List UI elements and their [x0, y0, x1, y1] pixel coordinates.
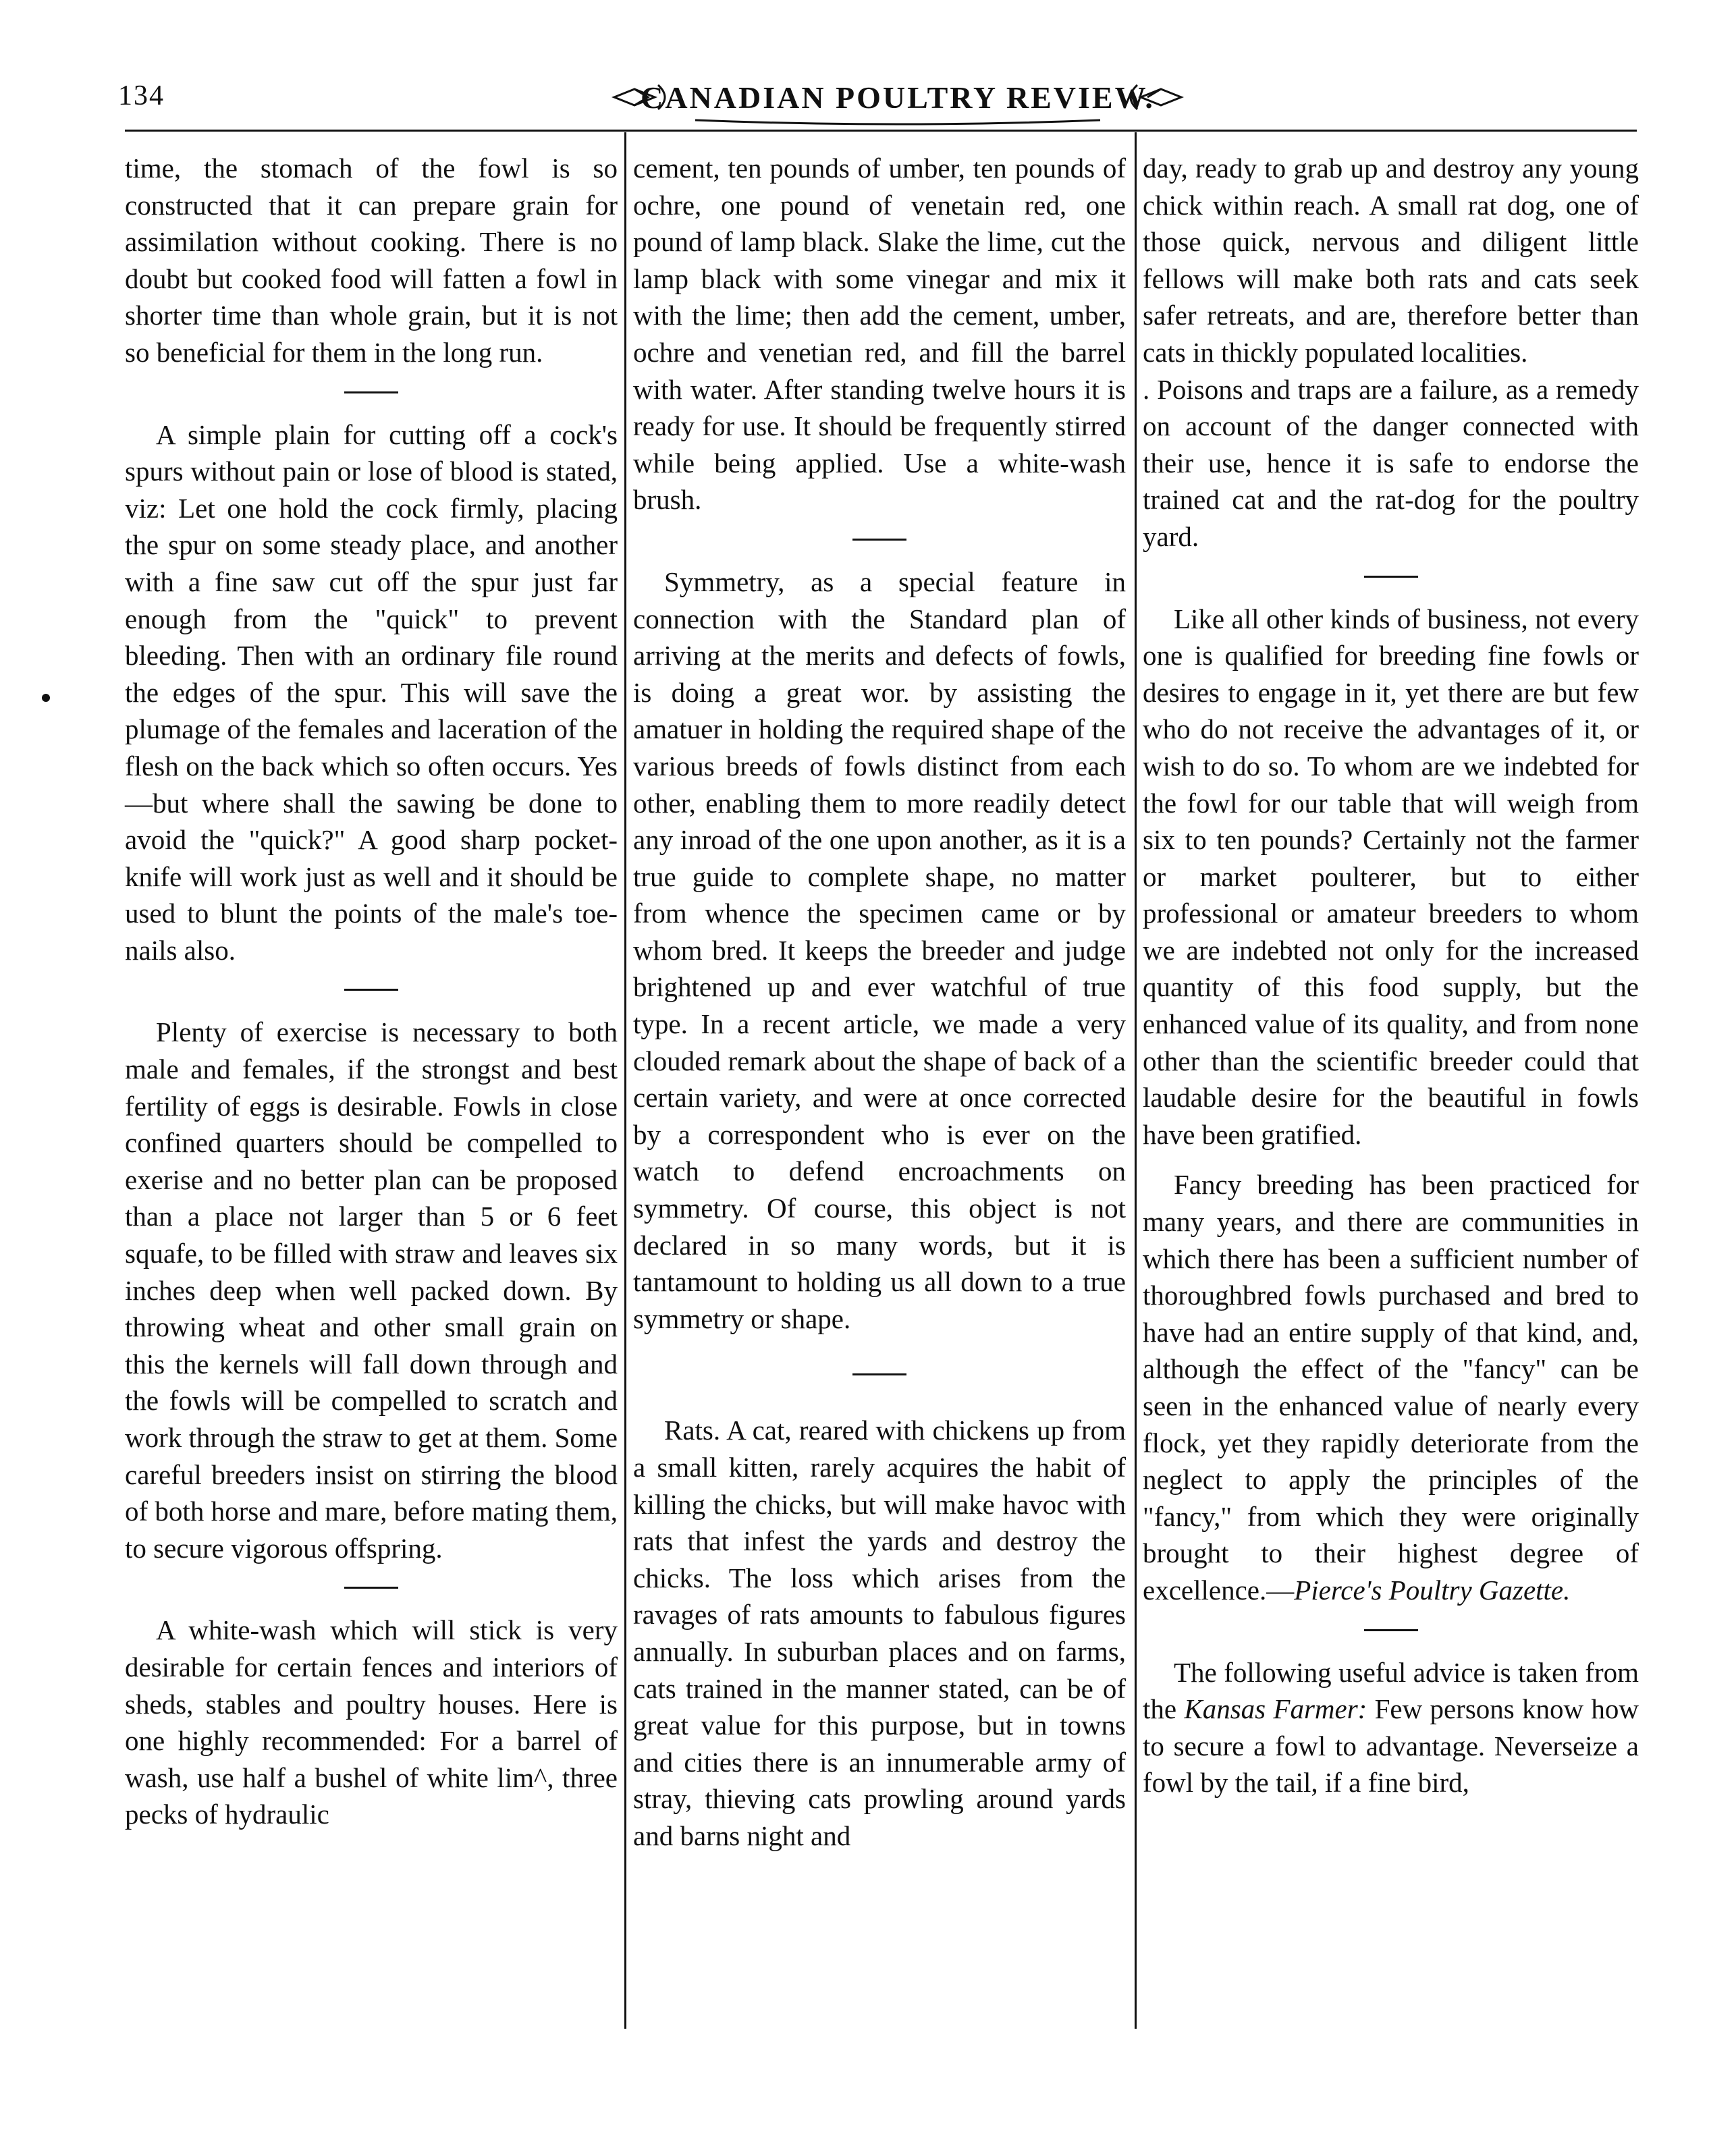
kansas-intro: The following useful advice is taken from the — [1143, 1656, 1639, 1725]
header-rule — [125, 130, 1637, 132]
article-kansas-farmer — [1143, 1654, 1639, 1801]
article-whitewash: A white-wash which will stick is very desirable for certain fences and interiors of sheds, stables and poultry houses. Here is one highly recommended: For a barrel of wash, use half a bushel of white lim^, three pecks of hydraulic — [125, 1614, 618, 1830]
section-separator — [344, 989, 398, 991]
kansas-text: Few persons know how to secure a fowl to advantage. Neverseize a fowl by the tail, if a fine bird, — [1143, 1693, 1639, 1799]
source-pierces-gazette: Pierce's Poultry Gazette. — [1294, 1574, 1571, 1606]
masthead — [607, 65, 1188, 130]
section-separator — [1364, 1629, 1418, 1631]
article-fancy-breeding — [1143, 1166, 1639, 1608]
column-divider-2 — [1135, 132, 1137, 2029]
article-symmetry: Symmetry, as a special feature in connection with the Standard plan of arriving at the merits and defects of fowls, is doing a great wor. by assisting the amatuer in holding the required shape of the various breeds of fowls distinct from each other, enabling them to more readily detect any inroad of the one upon another, as it is a true guide to complete shape, no matter from whence the specimen came or by whom bred. It keeps the breeder and judge brightened up and ever watchful of true type. In a recent article, we made a very clouded remark about the shape of back of a certain variety, and were at once corrected by a correspondent who is ever on the watch to defend encroachments on symmetry. Of course, this object is not declared in so many words, but it is tantamount to holding us all down to a true symmetry or shape. — [633, 566, 1126, 1334]
section-separator — [344, 391, 398, 393]
column-divider-1 — [624, 132, 626, 2029]
article-exercise: Plenty of exercise is necessary to both male and females, if the strongst and best fertility of eggs is desirable. Fowls in close confined quarters should be compelled to exerise and no better plan can be proposed than a place not larger than 5 or 6 feet squafe, to be filled with straw and leaves six inches deep when well packed down. By throwing wheat and other small grain on this the kernels will fall down through and the fowls will be compelled to scratch and work through the straw to get at them. Some careful breeders insist on stirring the blood of both horse and mare, before mating them, to secure vigorous offspring. — [125, 1016, 618, 1564]
masthead-graphic — [607, 65, 1188, 130]
article-continued-cooking: time, the stomach of the fowl is so constructed that it can prepare grain for assimilation without cooking. There is no doubt but cooked food will fatten a fowl in shorter time than whole grain, but it is not so beneficial for them in the long run. — [125, 153, 618, 368]
column-3 — [1143, 150, 1639, 1801]
column-2 — [633, 150, 1126, 1855]
section-separator — [344, 1587, 398, 1589]
article-cock-spurs: A simple plain for cutting off a cock's spurs without pain or lose of blood is stated, viz: Let one hold the cock firmly, placing the spur on some steady place, and another with a fine saw cut off the spur just far enough from the "quick" to prevent bleeding. Then with an ordinary file round the edges of the spur. This will save the plumage of the females and laceration of the flesh on the back which so often occurs. Yes—but where shall the sawing be done to avoid the "quick?" A good sharp pocket-knife will work just as well and it should be used to blunt the points of the male's toe-nails also. — [125, 418, 618, 966]
column-1 — [125, 150, 618, 1833]
article-poisons: . Poisons and traps are a failure, as a remedy on account of the danger connected with their use, hence it is safe to endorse the trained cat and the rat-dog for the poultry yard. — [1143, 373, 1639, 552]
article-whitewash-continued: cement, ten pounds of umber, ten pounds of ochre, one pound of venetain red, one pound of lamp black. Slake the lime, cut the lamp black with some vinegar and mix it with the lime; then add the cement, umber, ochre and venetian red, and fill the barrel with water. After standing twelve hours it is ready for use. It should be frequently stirred while being applied. Use a white-wash brush. — [633, 153, 1126, 516]
section-separator — [852, 539, 906, 541]
masthead-title: CANADIAN POULTRY REVIEW. — [641, 80, 1155, 115]
margin-mark — [42, 694, 50, 702]
fancy-breeding-text: Fancy breeding has been practiced for many years, and there are communities in which there has been a sufficient number of thoroughbred fowls purchased and bred to have had an entire supply of that kind, and, although the effect of the "fancy" can be seen in the enhanced value of nearly every flock, yet they rapidly deteriorate from the neglect to apply the principles of the "fancy," from which they were originally brought to their highest degree of excellence.— — [1143, 1169, 1639, 1606]
article-rats-continued: day, ready to grab up and destroy any young chick within reach. A small rat dog, one of those quick, nervous and diligent little fellows will make both rats and cats seek safer retreats, and are, therefore better than cats in thickly populated localities. — [1143, 153, 1639, 368]
section-separator — [852, 1373, 906, 1375]
article-fine-fowls: Like all other kinds of business, not every one is qualified for breeding fine fowls or desires to engage in it, yet there are but few who do not receive the advantages of it, or wish to do so. To whom are we indebted for the fowl for our table that will weigh from six to ten pounds? Certainly not the farmer or market poulterer, but to either professional or amateur breeders to whom we are indebted not only for the increased quantity of this food supply, but the enhanced value of its quality, and from none other than the scientific breeder could that laudable desire for the beautiful in fowls have been gratified. — [1143, 603, 1639, 1150]
section-separator — [1364, 576, 1418, 578]
source-kansas-farmer: Kansas Farmer: — [1184, 1693, 1367, 1725]
page-number: 134 — [118, 80, 165, 111]
article-rats: Rats. A cat, reared with chickens up from a small kitten, rarely acquires the habit of killing the chicks, but will make havoc with rats that infest the yards and destroy the chicks. The loss which arises from the ravages of rats amounts to fabulous figures annually. In suburban places and on farms, cats trained in the manner stated, can be of great value for this purpose, but in towns and cities there is an innumerable army of stray, thieving cats prowling around yards and barns night and — [633, 1415, 1126, 1851]
